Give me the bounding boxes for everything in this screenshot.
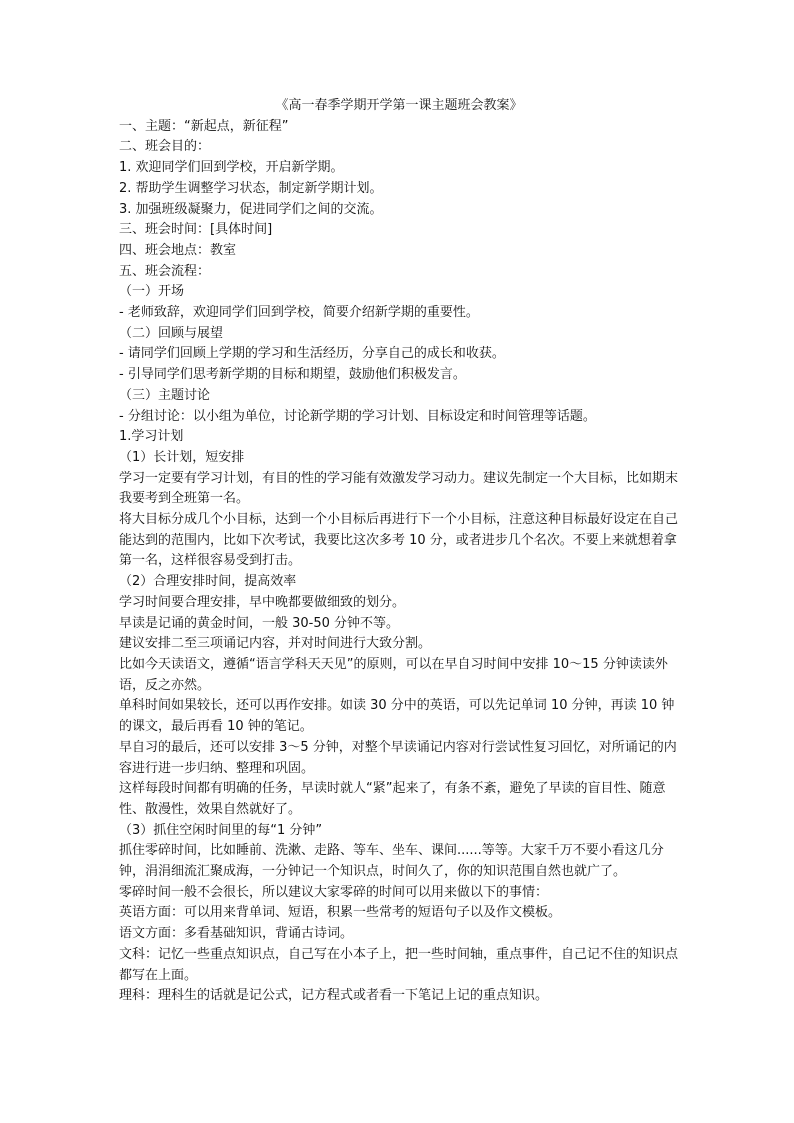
paragraph: 零碎时间一般不会很长，所以建议大家零碎的时间可以用来做以下的事情：: [119, 884, 549, 900]
paragraph: 建议安排二至三项诵记内容，并对时间进行大致分割。: [119, 636, 432, 652]
paragraph: 单科时间如果较长，还可以再作安排。如读 30 分中的英语，可以先记单词 10 分钟，再读 10 钟的课文，最后再看 10 钟的笔记。: [119, 698, 675, 735]
section-time: 三、班会时间：[具体时间]: [119, 222, 273, 238]
subsection-discussion: （三）主题讨论: [119, 387, 211, 403]
paragraph: 抓住零碎时间，比如睡前、洗漱、走路、等车、坐车、课间......等等。大家千万不要小看这几分钟，涓涓细流汇聚成海，一分钟记一个知识点，时间久了，你的知识范围自然也就广了。: [119, 843, 664, 880]
purpose-item-2: 2. 帮助学生调整学习状态，制定新学期计划。: [119, 180, 383, 196]
review-item-1: - 请同学们回顾上学期的学习和生活经历，分享自己的成长和收获。: [119, 346, 505, 362]
subsection-opening: （一）开场: [119, 284, 185, 300]
paragraph: 文科：记忆一些重点知识点，自己写在小本子上，把一些时间轴，重点事件，自己记不住的知识点都写在上面。: [119, 946, 679, 983]
study-plan-heading: 1.学习计划: [119, 429, 184, 445]
plan-point-2-heading: （2）合理安排时间，提高效率: [119, 574, 297, 590]
plan-point-1-heading: （1）长计划，短安排: [119, 449, 245, 465]
paragraph: 英语方面：可以用来背单词、短语，积累一些常考的短语句子以及作文模板。: [119, 905, 562, 921]
paragraph: 将大目标分成几个小目标，达到一个小目标后再进行下一个小目标，注意这种目标最好设定在自己能达到的范围内，比如下次考试，我要比这次多考 10 分，或者进步几个名次。不要上来就想着拿第一名，这样很容易受到打击。: [119, 512, 679, 569]
section-location: 四、班会地点：教室: [119, 242, 237, 258]
plan-point-3-heading: （3）抓住空闲时间里的每“1 分钟”: [119, 822, 323, 838]
subsection-review: （二）回顾与展望: [119, 325, 224, 341]
paragraph: 语文方面：多看基础知识，背诵古诗词。: [119, 926, 354, 942]
purpose-item-1: 1. 欢迎同学们回到学校，开启新学期。: [119, 160, 344, 176]
document-title: 《高一春季学期开学第一课主题班会教案》: [275, 98, 523, 113]
section-purpose-heading: 二、班会目的：: [119, 139, 211, 155]
paragraph: 这样每段时间都有明确的任务，早读时就人“紧”起来了，有条不紊，避免了早读的盲目性、随意性、散漫性，效果自然就好了。: [119, 781, 666, 817]
opening-item: - 老师致辞，欢迎同学们回到学校，简要介绍新学期的重要性。: [119, 305, 479, 321]
purpose-item-3: 3. 加强班级凝聚力，促进同学们之间的交流。: [119, 201, 383, 217]
section-topic: 一、主题：“新起点，新征程”: [119, 118, 289, 134]
discussion-item: - 分组讨论：以小组为单位，讨论新学期的学习计划、目标设定和时间管理等话题。: [119, 408, 596, 424]
paragraph: 早读是记诵的黄金时间，一般 30-50 分钟不等。: [119, 615, 400, 631]
document-body: [119, 96, 679, 1007]
review-item-2: - 引导同学们思考新学期的目标和期望，鼓励他们积极发言。: [119, 367, 466, 383]
paragraph: 比如今天读语文，遵循“语言学科天天见”的原则，可以在早自习时间中安排 10～15 分钟读读外语，反之亦然。: [119, 656, 668, 693]
paragraph: 理科：理科生的话就是记公式，记方程式或者看一下笔记上记的重点知识。: [119, 988, 549, 1004]
paragraph: 学习时间要合理安排，早中晚都要做细致的划分。: [119, 594, 406, 610]
section-process-heading: 五、班会流程：: [119, 263, 211, 279]
paragraph: 早自习的最后，还可以安排 3～5 分钟，对整个早读诵记内容对行尝试性复习回忆，对所诵记的内容进行进一步归纳、整理和巩固。: [119, 739, 677, 776]
paragraph: 学习一定要有学习计划，有目的性的学习能有效激发学习动力。建议先制定一个大目标，比如期末我要考到全班第一名。: [119, 470, 679, 507]
